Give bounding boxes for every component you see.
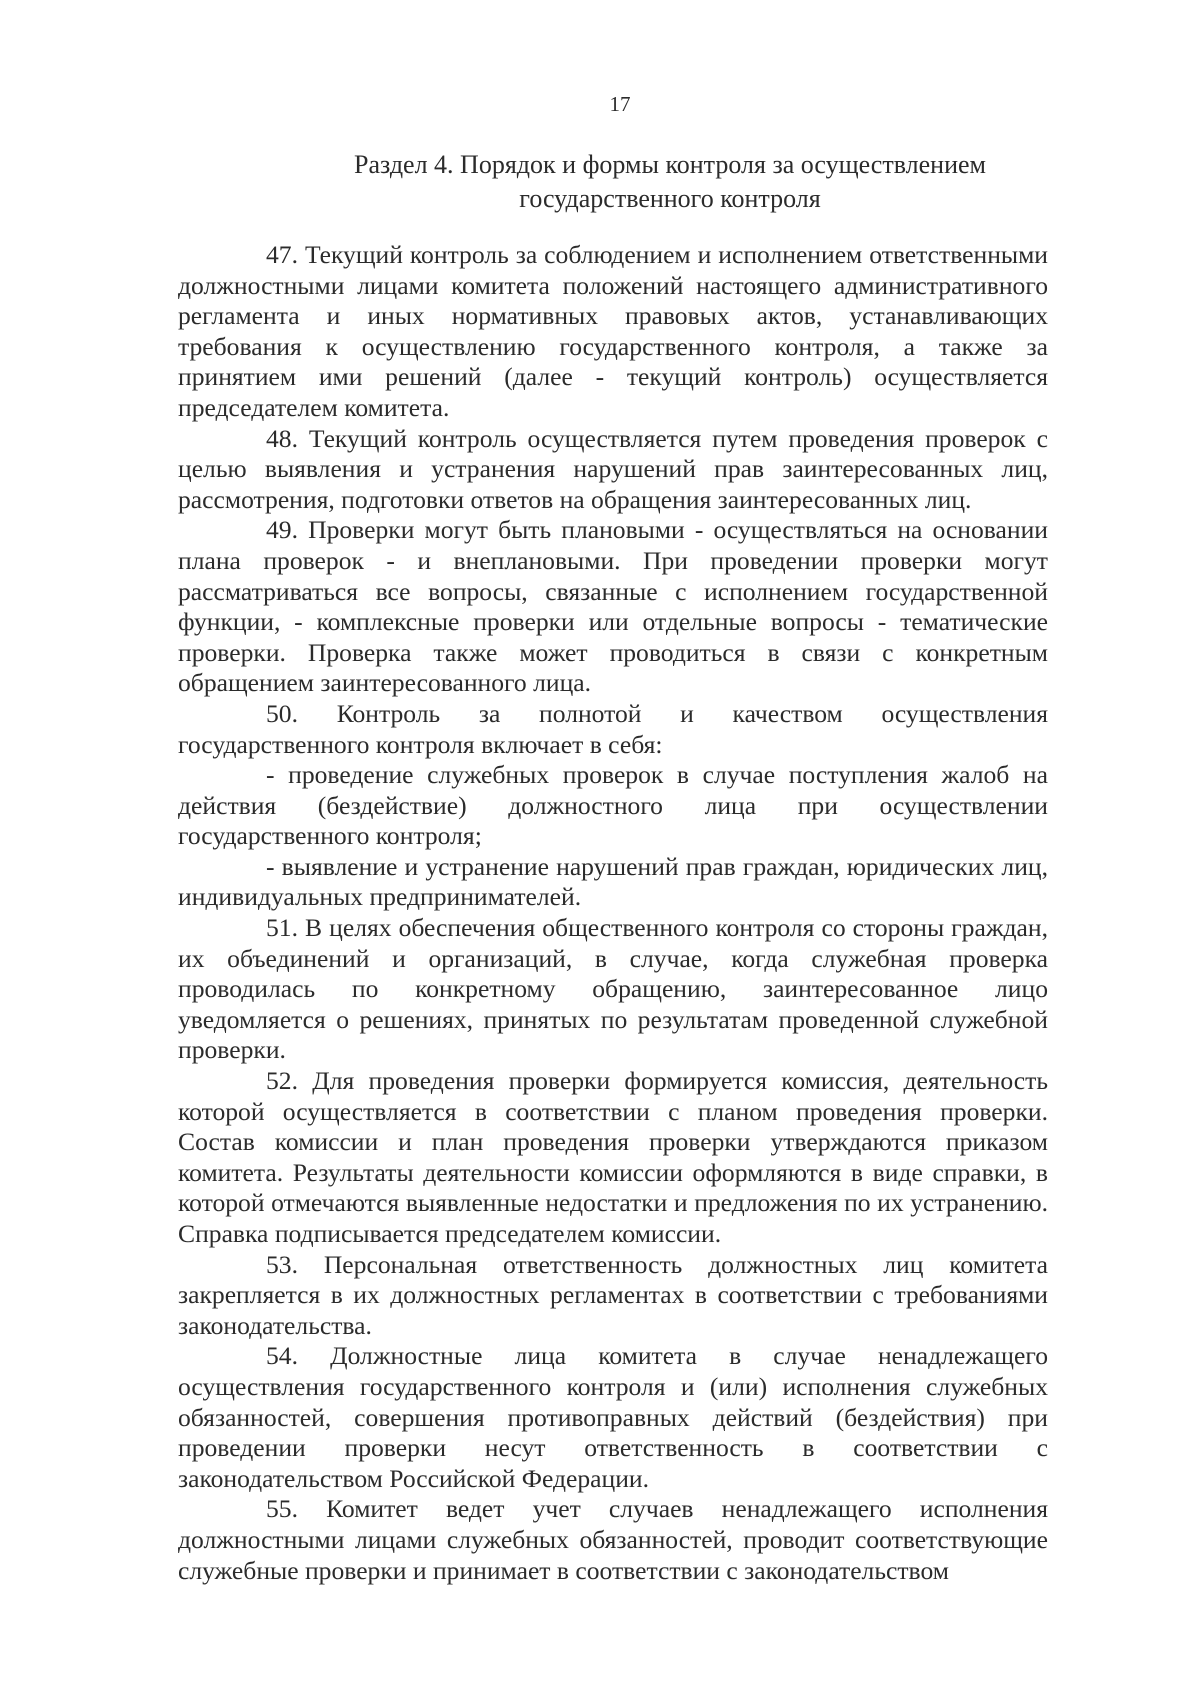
paragraph-51: 51. В целях обеспечения общественного контроля со стороны граждан, их объединений и организаций, в случае, когда служебная проверка проводилась по конкретному обращению, заинтересованное лицо уведомляется о решениях, принятых по результатам проведенной служебной проверки. — [178, 913, 1048, 1065]
list-item-service-checks: - проведение служебных проверок в случае поступления жалоб на действия (бездействие) должностного лица при осуществлении государственного контроля; — [178, 760, 1048, 851]
paragraph-54: 54. Должностные лица комитета в случае ненадлежащего осуществления государственного контроля и (или) исполнения служебных обязанностей, совершения противоправных действий (бездействия) при проведении проверки несут ответственность в соответствии с законодательством Российской Федерации. — [178, 1341, 1048, 1493]
section-title-line-2: государственного контроля — [519, 184, 821, 213]
document-body — [178, 240, 1048, 1586]
paragraph-55: 55. Комитет ведет учет случаев ненадлежащего исполнения должностными лицами служебных обязанностей, проводит соответствующие служебные проверки и принимает в соответствии с законодательством — [178, 1494, 1048, 1585]
paragraph-49: 49. Проверки могут быть плановыми - осуществляться на основании плана проверок - и внеплановыми. При проведении проверки могут рассматриваться все вопросы, связанные с исполнением государственной функции, - комплексные проверки или отдельные вопросы - тематические проверки. Проверка также может проводиться в связи с конкретным обращением заинтересованного лица. — [178, 515, 1048, 698]
paragraph-52: 52. Для проведения проверки формируется комиссия, деятельность которой осуществляется в соответствии с планом проведения проверки. Состав комиссии и план проведения проверки утверждаются приказом комитета. Результаты деятельности комиссии оформляются в виде справки, в которой отмечаются выявленные недостатки и предложения по их устранению. Справка подписывается председателем комиссии. — [178, 1066, 1048, 1248]
paragraph-47: 47. Текущий контроль за соблюдением и исполнением ответственными должностными лицами комитета положений настоящего административного регламента и иных нормативных правовых актов, устанавливающих требования к осуществлению государственного контроля, а также за принятием ими решений (далее - текущий контроль) осуществляется председателем комитета. — [178, 240, 1048, 422]
section-title-line-1: Раздел 4. Порядок и формы контроля за осуществлением — [354, 150, 986, 179]
list-item-violations: - выявление и устранение нарушений прав граждан, юридических лиц, индивидуальных предпринимателей. — [178, 851, 1048, 912]
paragraph-53: 53. Персональная ответственность должностных лиц комитета закрепляется в их должностных регламентах в соответствии с требованиями законодательства. — [178, 1249, 1048, 1340]
paragraph-50: 50. Контроль за полнотой и качеством осуществления государственного контроля включает в себя: — [178, 698, 1048, 759]
page-number: 17 — [609, 92, 631, 116]
section-title — [300, 148, 1040, 216]
paragraph-48: 48. Текущий контроль осуществляется путем проведения проверок с целью выявления и устранения нарушений прав заинтересованных лиц, рассмотрения, подготовки ответов на обращения заинтересованных лиц. — [178, 423, 1048, 514]
